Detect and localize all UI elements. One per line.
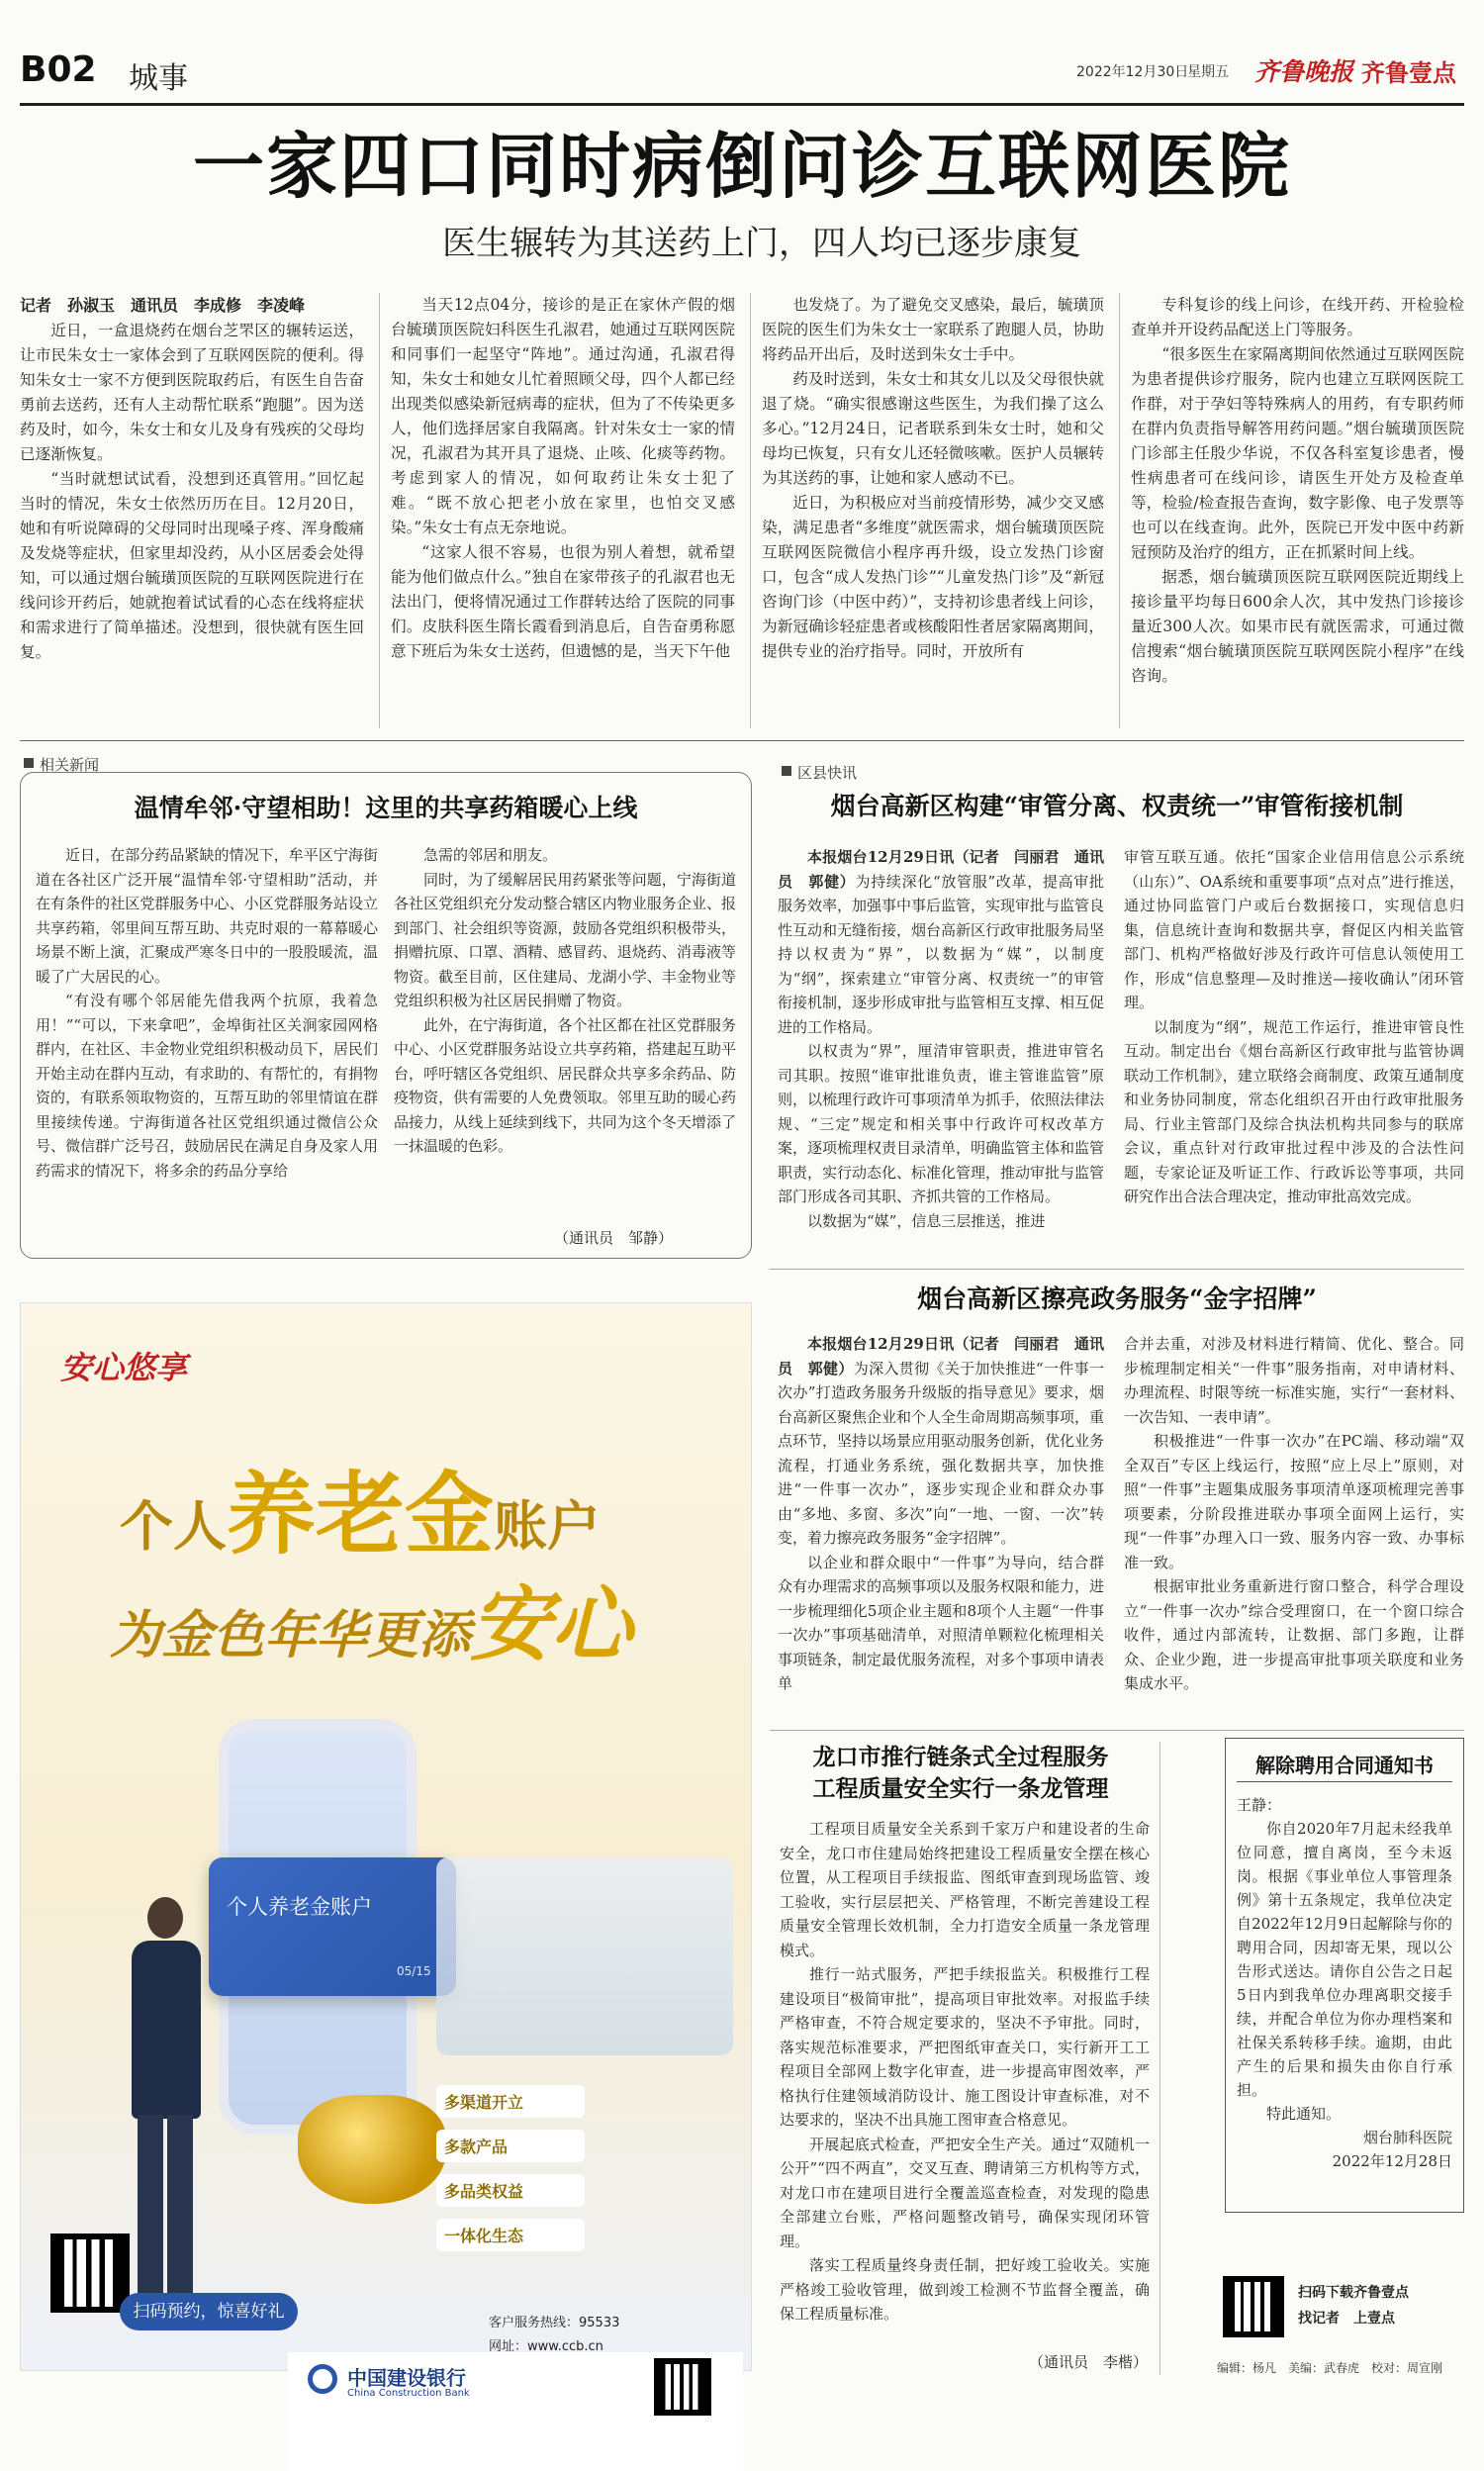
lead-col-4: 专科复诊的线上问诊，在线开药、开检验检查单并开设药品配送上门等服务。 “很多医生在家隔离期间依然通过互联网医院为患者提供诊疗服务，院内也建立互联网医院工作群，对于孕妇等特殊病人的用药，有专职药师在群内负责指导解答用药问题。”烟台毓璜顶医院门诊部主任殷少华说，不仅各科室复诊患者，慢性病患者可在线问诊，请医生开处方及检查单等，检验/检查报告查询，数字影像、电子发票等也可以在线查询。此外，医院已开发中医中药新冠预防及治疗的组方，正在抓紧时间上线。 据悉，烟台毓璜顶医院互联网医院近期线上接诊量平均每日600余人次，其中发热门诊接诊量近300人次。如果市民有就医需求，可通过微信搜索“烟台毓璜顶医院互联网医院小程序”在线咨询。 (1131, 296, 1464, 685)
related-news-credit: （通讯员 邹静） (554, 1229, 674, 1247)
ad-slogan-line-2: 为金色年华更添安心 (110, 1577, 633, 1672)
ad-feature-list (436, 2085, 585, 2251)
download-text-1: 扫码下载齐鲁壹点 (1298, 2285, 1409, 2301)
ad-slogan-line-1: 个人养老金账户 (120, 1462, 601, 1567)
ad-website: 网址：www.ccb.cn (489, 2339, 603, 2354)
notice-title: 解除聘用合同通知书 (1255, 1754, 1434, 1777)
ad-feature: 多品类权益 (436, 2174, 585, 2207)
story3-headline: 烟台高新区构建“审管分离、权责统一”审管衔接机制 (830, 792, 1404, 820)
download-qr-code[interactable] (1223, 2276, 1284, 2337)
editor-credits: 编辑：杨凡 美编：武春虎 校对：周宣刚 (1217, 2361, 1443, 2375)
ad-bank-english: China Construction Bank (347, 2388, 470, 2399)
notice-body: 王静： 你自2020年7月起未经我单位同意，擅自离岗，至今未返岗。根据《事业单位人事管理条例》第十五条规定，我单位决定自2022年12月9日起解除与你的聘用合同，因却寄无果，现以公告形式送达。请你自公告之日起5日内到我单位办理离职交接手续，并配合单位为你办理档案和社保关系转移手续。逾期，由此产生的后果和损失由你自行承担。 特此通知。 烟台肺科医院 2022年12月28日 (1237, 1796, 1452, 2170)
issue-date: 2022年12月30日 (1076, 64, 1189, 80)
download-text-2: 找记者 上壹点 (1298, 2311, 1395, 2327)
story5-headline-2: 工程质量安全实行一条龙管理 (812, 1775, 1109, 1802)
ad-hotline: 客户服务热线：95533 (489, 2316, 620, 2330)
ad-scenery (436, 1857, 733, 2055)
lead-col-3: 也发烧了。为了避免交叉感染，最后，毓璜顶医院的医生们为朱女士一家联系了跑腿人员，协助将药品开出后，及时送到朱女士手中。 药及时送到，朱女士和其女儿以及父母很快就退了烧。“确实很感谢这些医生，为我们操了这么多心。”12月24日，记者联系到朱女士时，她和父母均已恢复，只有女儿还轻微咳嗽。医护人员辗转为其送药的事，让她和家人感动不已。 近日，为积极应对当前疫情形势，减少交叉感染，满足患者“多维度”就医需求，烟台毓璜顶医院互联网医院微信小程序再升级，设立发热门诊窗口，包含“成人发热门诊”“儿童发热门诊”及“新冠咨询门诊（中医中药）”，支持初诊患者线上问诊，为新冠确诊轻症患者或核酸阳性者居家隔离期间，提供专业的治疗指导。同时，开放所有 (762, 296, 1104, 660)
story5-body: 工程项目质量安全关系到千家万户和建设者的生命安全，龙口市住建局始终把建设工程质量安全摆在核心位置，从工程项目手续报监、图纸审查到现场监管、竣工验收，实行层层把关、严格管理，不断完善建设工程质量安全管理长效机制，全力打造安全质量一条龙管理模式。 推行一站式服务，严把手续报监关。积极推行工程建设项目“极简审批”，提高项目审批效率。对报监手续严格审查，不符合规定要求的，坚决不予审批。同时，落实规范标准要求，严把图纸审查关口，实行新开工工程项目全部网上数字化审查，进一步提高审图效率，严格执行住建领域消防设计、施工图设计审查标准，对不达要求的，坚决不出具施工图审查合格意见。 开展起底式检查，严把安全生产关。通过“双随机一公开”“四不两直”，交叉互查、聘请第三方机构等方式，对龙口市在建项目进行全覆盖巡查检查，对发现的隐患全部建立台账，严格问题整改销号，确保实现闭环管理。 落实工程质量终身责任制，把好竣工验收关。实施严格竣工验收管理，做到竣工检测不节监督全覆盖，确保工程质量标准。 (780, 1820, 1150, 2323)
ad-qr-code[interactable] (50, 2233, 130, 2313)
masthead (20, 44, 1464, 99)
ad-bank-name: 中国建设银行 (347, 2366, 466, 2390)
story5-credit: （通讯员 李楷） (1029, 2353, 1149, 2371)
related-news-col-1: 近日，在部分药品紧缺的情况下，牟平区宁海街道在各社区广泛开展“温情牟邻·守望相助”活动，并在有条件的社区党群服务中心、小区党群服务站设立共享药箱，邻里间互帮互助、共克时艰的一幕幕暖心场景不断上演，汇聚成严寒冬日中的一股股暖流，温暖了广大居民的心。 “有没有哪个邻居能先借我两个抗原，我着急用！”“可以，下来拿吧”，金埠街社区关涧家园网格群内，在社区、丰金物业党组织积极动员下，居民们开始主动在群内互动，有求助的、有帮忙的，有捐物资的，有联系领取物资的，互帮互助的邻里情谊在群里接续传递。宁海街道各社区党组织通过微信公众号、微信群广泛号召，鼓励居民在满足自身及家人用药需求的情况下，将多余的药品分享给 (36, 846, 378, 1180)
ad-brand-logo: 安心悠享 (60, 1349, 188, 1386)
story3-col-1: 本报烟台12月29日讯（记者 闫丽君 通讯员 郭健）为持续深化“放管服”改革，提高审批服务效率，加强事中事后监管，实现审批与监管良性互动和无缝衔接，烟台高新区行政审批服务局坚持以权责为“界”，以数据为“媒”，以制度为“纲”，探索建立“审管分离、权责统一”的审管衔接机制，逐步形成审批与监管相互支撑、相互促进的工作格局。 以权责为“界”，厘清审管职责，推进审管名司其职。按照“谁审批谁负责，谁主管谁监管”原则，以梳理行政许可事项清单为抓手，依照法律法规、“三定”规定和相关事中行政许可权改革方案，逐项梳理权责目录清单，明确监管主体和监管职责，实行动态化、标准化管理，推动审批与监管部门形成各司其职、齐抓共管的工作格局。 以数据为“媒”，信息三层推送，推进 (778, 848, 1105, 1230)
related-news-tag: 相关新闻 (24, 754, 99, 775)
story4-headline: 烟台高新区擦亮政务服务“金字招牌” (917, 1284, 1317, 1313)
related-news-headline: 温情牟邻·守望相助！这里的共享药箱暖心上线 (134, 794, 638, 822)
county-news-tag: 区县快讯 (782, 762, 857, 783)
page-code: B02 (20, 49, 97, 90)
ad-gold-pot (298, 2095, 446, 2204)
weekday: 星期五 (1187, 64, 1229, 80)
bank-advertisement (20, 1302, 752, 2399)
lead-col-1: 近日，一盒退烧药在烟台芝罘区的辗转运送，让市民朱女士一家体会到了互联网医院的便利。得知朱女士一家不方便到医院取药后，有医生自告奋勇前去送药，还有人主动帮忙联系“跑腿”。因为送药及时，如今，朱女士和女儿及身有残疾的父母均已逐渐恢复。 “当时就想试试看，没想到还真管用。”回忆起当时的情况，朱女士依然历历在目。12月20日，她和有听说障碍的父母同时出现嗓子疼、浑身酸痛及发烧等症状，但家里却没药，从小区居委会处得知，可以通过烟台毓璜顶医院的互联网医院进行在线问诊开药后，她就抱着试试看的心态在线将症状和需求进行了简单描述。没想到，很快就有医生回复。 (20, 322, 364, 661)
lead-headline: 一家四口同时病倒问诊互联网医院 (192, 124, 1291, 208)
section-name: 城事 (129, 61, 188, 96)
ad-bank-qr[interactable] (654, 2358, 711, 2416)
ad-feature: 一体化生态 (436, 2219, 585, 2251)
story4-col-1: 本报烟台12月29日讯（记者 闫丽君 通讯员 郭健）为深入贯彻《关于加快推进“一件事一次办”打造政务服务升级版的指导意见》要求，烟台高新区聚焦企业和个人全生命周期高频事项，重点环节，坚持以场景应用驱动服务创新，优化业务流程，打通业务系统，强化数据共享，加快推进“一件事一次办”，逐步实现企业和群众办事由“多地、多窗、多次”向“一地、一窗、一次”转变，着力擦亮政务服务“金字招牌”。 以企业和群众眼中“一件事”为导向，结合群众有办理需求的高频事项以及服务权限和能力，进一步梳理细化5项企业主题和8项个人主题“一件事一次办”事项基础清单，对照清单颗粒化梳理相关事项链条，制定最优服务流程，对多个事项申请表单 (778, 1335, 1105, 1692)
ad-businessman-figure (120, 1897, 209, 2332)
ad-scan-banner[interactable]: 扫码预约，惊喜好礼 (120, 2293, 298, 2330)
story5-headline-1: 龙口市推行链条式全过程服务 (812, 1744, 1109, 1770)
related-news-col-2: 急需的邻居和朋友。 同时，为了缓解居民用药紧张等问题，宁海街道各社区党组织充分发动整合辖区内物业服务企业、报到部门、社会组织等资源，鼓励各党组织积极带头，捐赠抗原、口罩、酒精、感冒药、退烧药、消毒液等物资。截至目前，区住建局、龙湖小学、丰金物业等党组织积极为社区居民捐赠了物资。 此外，在宁海街道，各个社区都在社区党群服务中心、小区党群服务站设立共享药箱，搭建起互助平台，呼吁辖区各党组织、居民群众共享多余药品、防疫物资，供有需要的人免费领取。邻里互助的暖心药品接力，从线上延续到线下，共同为这个冬天增添了一抹温暖的色彩。 (394, 846, 736, 1155)
app-logo: 齐鲁壹点 (1361, 59, 1456, 87)
ad-feature: 多款产品 (436, 2130, 585, 2162)
ad-card: 个人养老金账户 05/15 (209, 1857, 456, 1996)
masthead-rule (20, 103, 1464, 106)
story4-col-2: 合并去重，对涉及材料进行精简、优化、整合。同步梳理制定相关“一件事”服务指南，对申请材料、办理流程、时限等统一标准实施，实行“一套材料、一次告知、一表申请”。 积极推进“一件事一次办”在PC端、移动端“双全双百”专区上线运行，按照“应上尽上”原则，对照“一件事”主题集成服务事项清单逐项梳理完善事项要素，分阶段推进联办事项全面网上运行，实现“一件事”办理入口一致、服务内容一致、办事标准一致。 根据审批业务重新进行窗口整合，科学合理设立“一件事一次办”综合受理窗口，在一个窗口综合收件，通过内部流转，让数据、部门多跑，让群众、企业少跑，进一步提高审批事项关联度和业务集成水平。 (1124, 1335, 1464, 1692)
lead-subhead: 医生辗转为其送药上门，四人均已逐步康复 (442, 224, 1081, 263)
lead-byline: 记者 孙淑玉 通讯员 李成修 李凌峰 (20, 296, 306, 315)
ad-feature: 多渠道开立 (436, 2085, 585, 2118)
ad-bank-logo-icon (308, 2364, 337, 2394)
lead-col-2: 当天12点04分，接诊的是正在家休产假的烟台毓璜顶医院妇科医生孔淑君，她通过互联网医院和同事们一起坚守“阵地”。通过沟通，孔淑君得知，朱女士和她女儿忙着照顾父母，四个人都已经出现类似感染新冠病毒的症状，但为了不传染更多人，他们选择居家自我隔离。针对朱女士一家的情况，孔淑君为其开具了退烧、止咳、化痰等药物。考虑到家人的情况，如何取药让朱女士犯了难。“既不放心把老小放在家里，也怕交叉感染。”朱女士有点无奈地说。 “这家人很不容易，也很为别人着想，就希望能为他们做点什么。”独自在家带孩子的孔淑君也无法出门，便将情况通过工作群转达给了医院的同事们。皮肤科医生隋长霞看到消息后，自告奋勇称愿意下班后为朱女士送药，但遗憾的是，当天下午他 (391, 296, 735, 660)
paper-logo: 齐鲁晚报 (1254, 57, 1354, 86)
story3-col-2: 审管互联互通。依托“国家企业信用信息公示系统（山东）”、OA系统和重要事项“点对点”进行推送，通过协同监管门户或后台数据接口，实现信息归集，信息统计查询和数据共享，督促区内相关监管部门、机构严格做好涉及行政许可信息认领使用工作，形成“信息整理—及时推送—接收确认”闭环管理。 以制度为“纲”，规范工作运行，推进审管良性互动。制定出台《烟台高新区行政审批与监管协调联动工作机制》，建立联络会商制度、政策互通制度和业务协同制度，常态化组织召开由行政审批服务局、行业主管部门及综合执法机构共同参与的联席会议，重点针对行政审批过程中涉及的合法性问题，专家论证及听证工作、行政诉讼等事项，共同研究作出合法合理决定，推动审批高效完成。 (1124, 848, 1464, 1205)
